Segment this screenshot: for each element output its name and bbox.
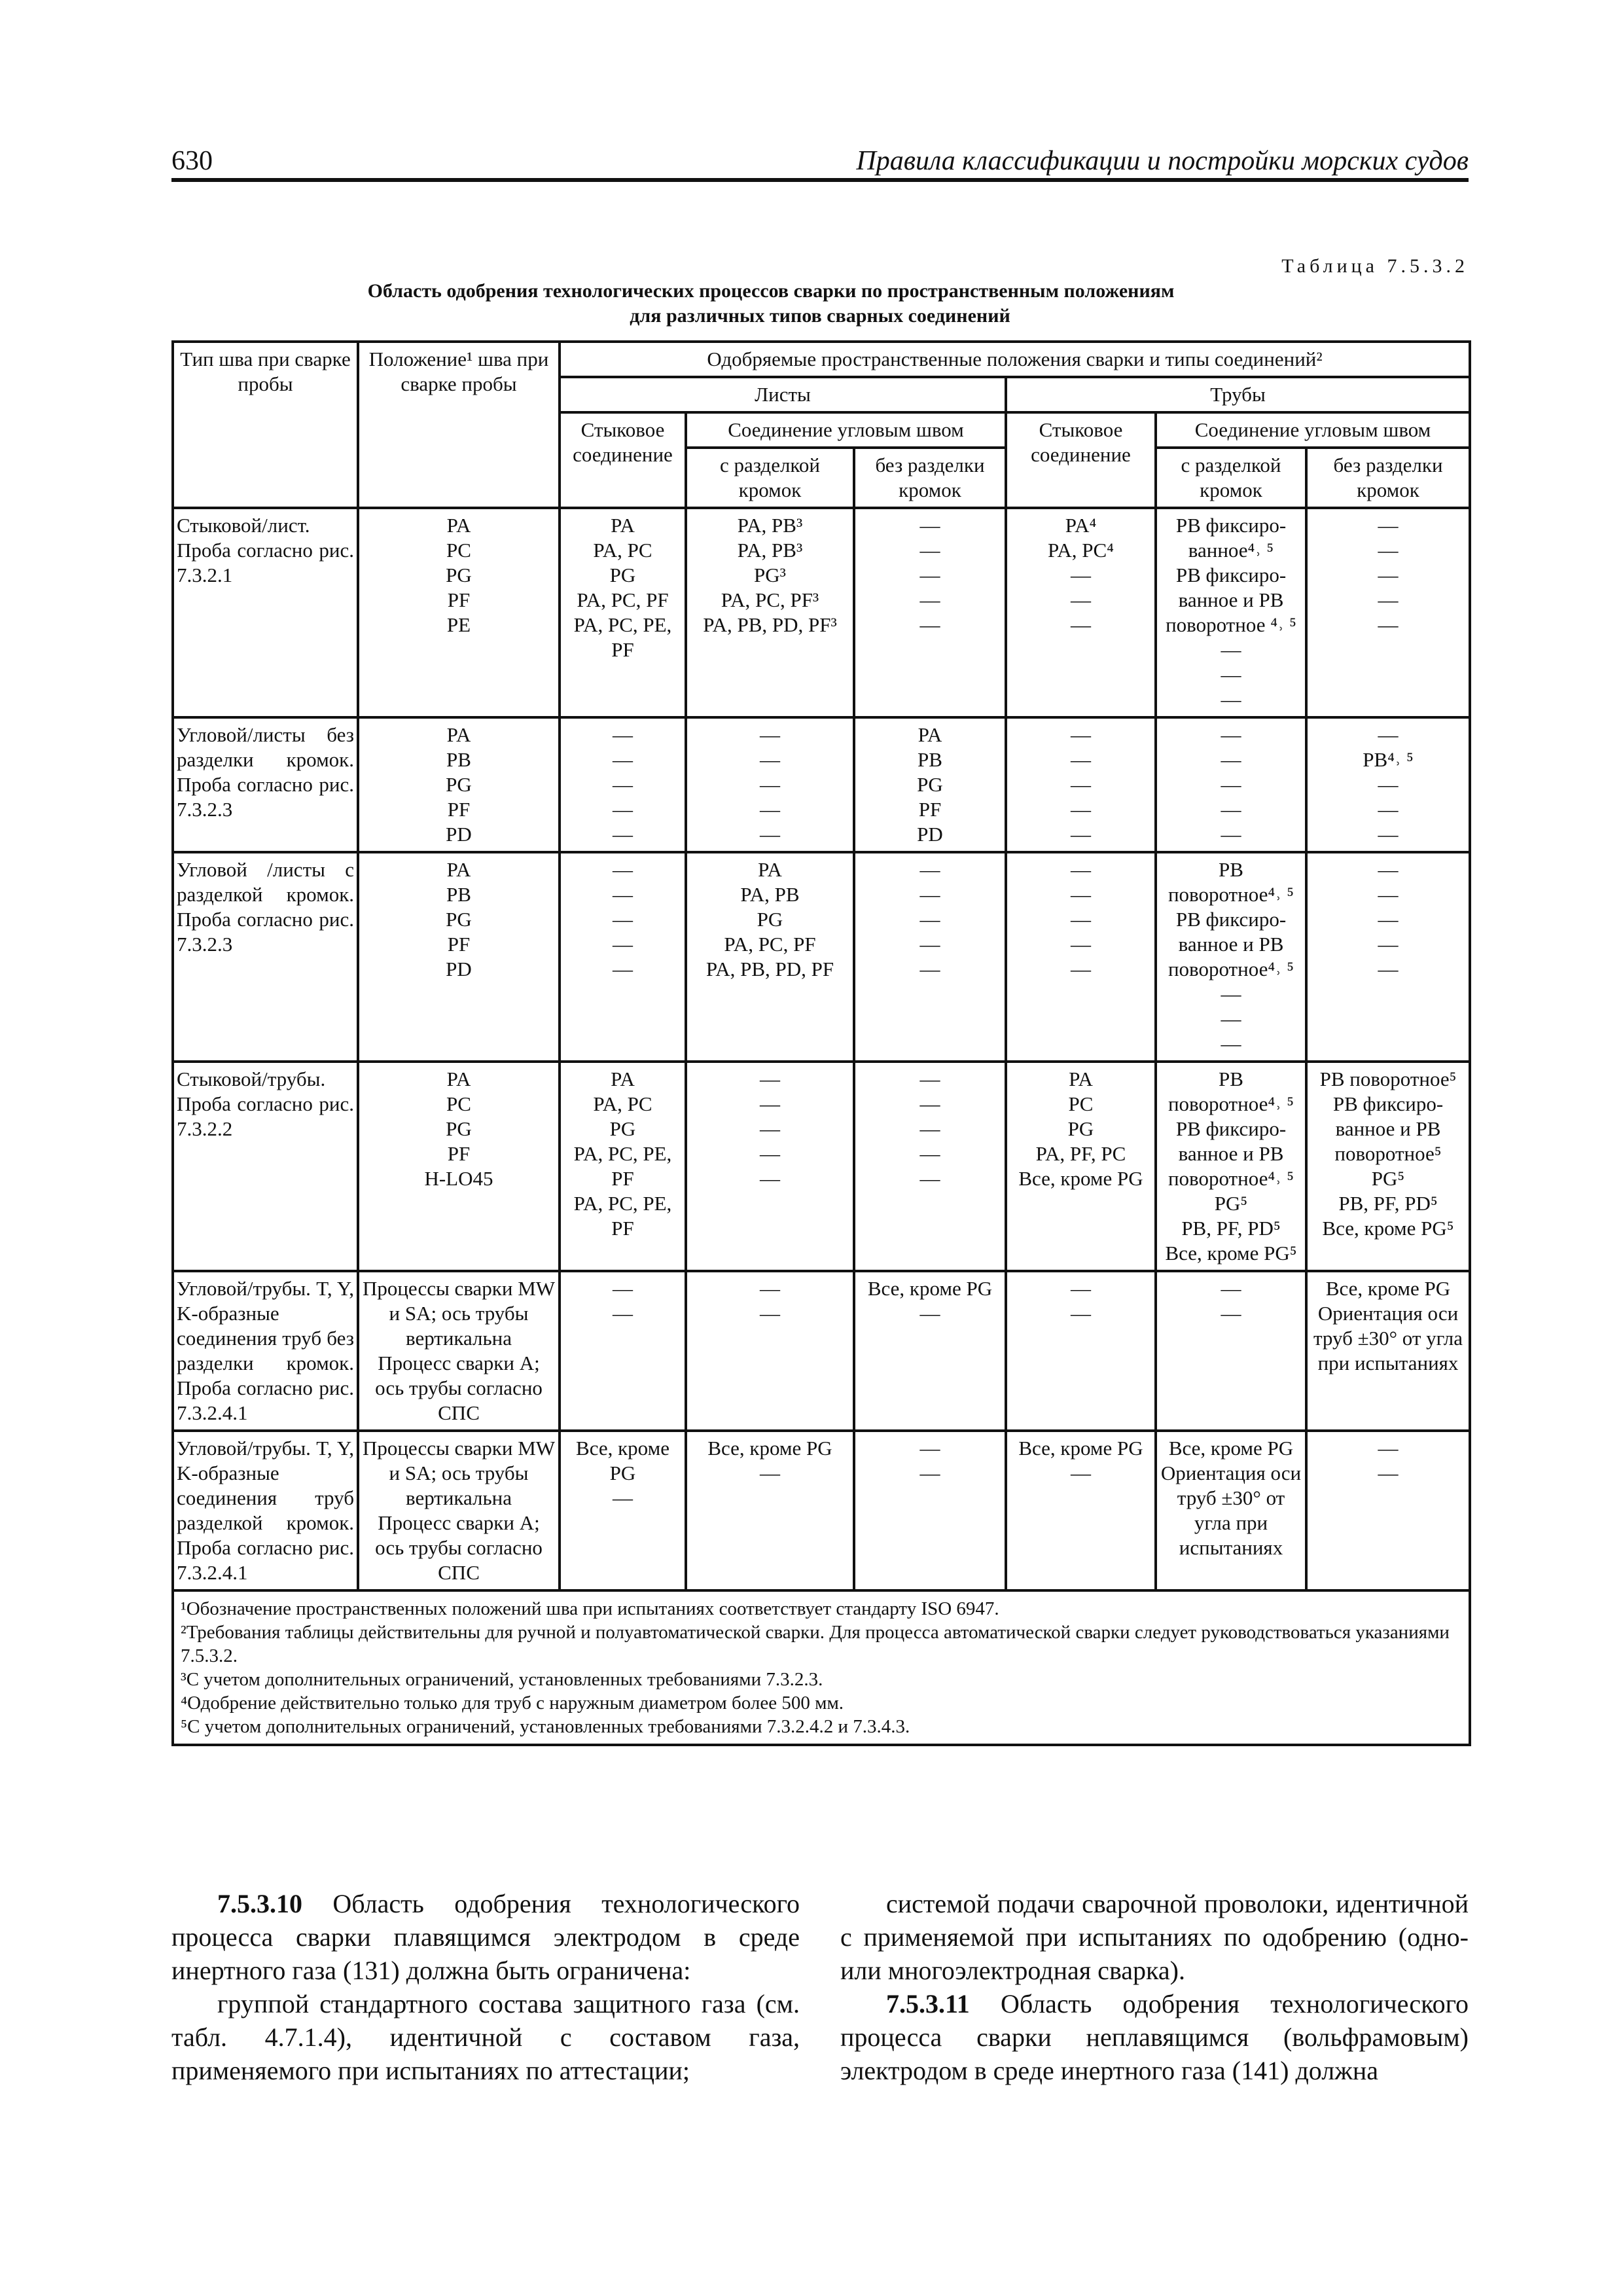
cell-line: PB поворотное⁵ xyxy=(1319,1067,1457,1090)
cell-line: — xyxy=(1221,663,1241,686)
cell-line: — xyxy=(919,1462,940,1484)
cell-line: PA, PC, PF xyxy=(577,588,669,611)
cell-line: — xyxy=(919,1117,940,1140)
table-title xyxy=(171,279,1469,329)
footnotes-row xyxy=(173,1590,1470,1745)
footnotes-cell xyxy=(173,1590,1470,1745)
test-position-cell xyxy=(358,852,560,1062)
approved-position-cell xyxy=(854,508,1006,717)
cell-line: PB фиксиро-ванное и PB поворотное ⁴˒ ⁵ xyxy=(1166,564,1296,636)
cell-line: — xyxy=(613,1486,633,1509)
cell-line: PA, PC⁴ xyxy=(1047,539,1114,562)
cell-line: — xyxy=(1071,798,1091,821)
cell-line: — xyxy=(1378,539,1399,562)
weld-type-cell: Стыковой/трубы. Проба согласно рис. 7.3.2.2 xyxy=(173,1062,358,1271)
cell-line: Все, кроме PG xyxy=(1018,1167,1143,1190)
approved-position-cell xyxy=(1156,508,1306,717)
cell-line: — xyxy=(919,1067,940,1090)
cell-line: — xyxy=(1221,798,1241,821)
approved-position-cell xyxy=(686,1062,854,1271)
weld-type-cell: Угловой/листы без разделки кромок. Проба согласно рис. 7.3.2.3 xyxy=(173,717,358,852)
approved-position-cell xyxy=(1306,852,1470,1062)
cell-line: PG xyxy=(609,1117,636,1140)
cell-line: — xyxy=(1221,1007,1241,1030)
cell-line: Все, кроме PG xyxy=(1018,1437,1143,1460)
cell-line: — xyxy=(919,1167,940,1190)
cell-line: — xyxy=(1071,613,1091,636)
header-pipes-without-bevel: без разделки кромок xyxy=(1306,448,1470,508)
cell-line: PA, PC xyxy=(593,1092,652,1115)
cell-line: PA, PC, PF³ xyxy=(721,588,819,611)
approved-position-cell xyxy=(1156,717,1306,852)
paragraph-shielding-gas: группой стандартного состава защитного газа (см. табл. 4.7.1.4), идентичной с составом газа, применяемого при испытаниях по аттестации; xyxy=(171,1989,800,2085)
approved-position-cell xyxy=(1006,1062,1156,1271)
cell-line: — xyxy=(1071,823,1091,846)
cell-line: — xyxy=(1378,823,1399,846)
weld-type-cell: Угловой /листы с разделкой кромок. Проба согласно рис. 7.3.2.3 xyxy=(173,852,358,1062)
approved-position-cell xyxy=(1306,1271,1470,1431)
cell-line: PB поворотное⁴˒ ⁵ xyxy=(1168,858,1294,906)
cell-line: PC xyxy=(446,539,471,562)
cell-line: PA, PC, PE, PF xyxy=(573,1142,672,1190)
cell-line: PB фиксиро-ванное и PB поворотное⁴˒ ⁵ xyxy=(1168,1117,1294,1190)
cell-line: PF xyxy=(447,1142,471,1165)
cell-line: — xyxy=(760,1092,780,1115)
cell-line: PG xyxy=(446,908,472,931)
cell-line: — xyxy=(1071,883,1091,906)
paragraph-7-5-3-11 xyxy=(840,1987,1469,2087)
cell-line: — xyxy=(919,539,940,562)
approved-position-cell xyxy=(686,1431,854,1590)
cell-line: — xyxy=(613,883,633,906)
cell-line: PA xyxy=(446,1067,471,1090)
approved-position-cell xyxy=(1156,852,1306,1062)
cell-line: — xyxy=(1221,1277,1241,1300)
approved-position-cell xyxy=(1006,1431,1156,1590)
cell-line: — xyxy=(760,748,780,771)
cell-line: — xyxy=(1378,564,1399,586)
cell-line: — xyxy=(919,1092,940,1115)
cell-line: PF xyxy=(918,798,942,821)
paragraph-7-5-3-10 xyxy=(171,1887,800,1987)
cell-line: — xyxy=(1378,514,1399,537)
approved-position-cell xyxy=(854,1062,1006,1271)
header-sheets-fillet: Соединение угловым швом xyxy=(686,412,1006,448)
cell-line: — xyxy=(1378,858,1399,881)
cell-line: H-LO45 xyxy=(424,1167,493,1190)
cell-line: — xyxy=(1378,798,1399,821)
approved-position-cell xyxy=(686,852,854,1062)
cell-line: — xyxy=(613,1302,633,1325)
cell-line: — xyxy=(760,1142,780,1165)
cell-line: — xyxy=(1221,748,1241,771)
cell-line: — xyxy=(919,613,940,636)
cell-line: PA xyxy=(758,858,782,881)
cell-line: — xyxy=(1378,908,1399,931)
cell-line: — xyxy=(1221,773,1241,796)
body-column-left xyxy=(171,1887,800,2087)
cell-line: PD xyxy=(446,958,472,980)
footnote: ³С учетом дополнительных ограничений, установленных требованиями 7.3.2.3. xyxy=(181,1669,823,1690)
cell-line: — xyxy=(919,883,940,906)
paragraph-text: Область одобрения технологического процесса сварки плавящимся электродом в среде инертного газа (131) должна быть ограничена: xyxy=(171,1889,800,1985)
cell-line: PA xyxy=(1069,1067,1093,1090)
approved-position-cell xyxy=(1006,852,1156,1062)
approved-position-cell xyxy=(854,1271,1006,1431)
running-title: Правила классификации и постройки морских судов xyxy=(856,146,1469,176)
cell-line: — xyxy=(1071,1462,1091,1484)
cell-line: PG xyxy=(1067,1117,1094,1140)
table-row-group xyxy=(173,717,1470,852)
table-row-group xyxy=(173,1271,1470,1431)
approved-position-cell xyxy=(1006,717,1156,852)
cell-line: — xyxy=(1071,908,1091,931)
cell-line: — xyxy=(1071,1302,1091,1325)
cell-line: — xyxy=(613,823,633,846)
header-pipes-butt: Стыковое соединение xyxy=(1006,412,1156,508)
cell-line: — xyxy=(613,748,633,771)
test-position-cell xyxy=(358,1271,560,1431)
cell-line: — xyxy=(1071,564,1091,586)
cell-line: — xyxy=(1071,933,1091,956)
page-number: 630 xyxy=(171,146,213,176)
cell-line: — xyxy=(613,798,633,821)
cell-line: PG⁵ xyxy=(1371,1167,1405,1190)
cell-line: PA⁴ xyxy=(1065,514,1097,537)
cell-line: PA, PF, PC xyxy=(1035,1142,1126,1165)
cell-line: Процессы сварки MW и SA; ось трубы вертикальна xyxy=(362,1437,556,1509)
cell-line: — xyxy=(613,933,633,956)
approved-position-cell xyxy=(560,717,686,852)
cell-line: — xyxy=(1378,773,1399,796)
approved-position-cell xyxy=(1006,1271,1156,1431)
cell-line: PA, PB, PD, PF xyxy=(705,958,834,980)
cell-line: — xyxy=(760,798,780,821)
cell-line: PA xyxy=(611,1067,635,1090)
header-sheets-butt: Стыковое соединение xyxy=(560,412,686,508)
cell-line: PG xyxy=(446,773,472,796)
header-weld-type: Тип шва при сварке пробы xyxy=(173,342,358,508)
clause-number: 7.5.3.11 xyxy=(886,1989,970,2018)
cell-line: PA xyxy=(446,723,471,746)
cell-line: PB xyxy=(446,883,471,906)
cell-line: PG xyxy=(917,773,943,796)
cell-line: PD xyxy=(917,823,943,846)
cell-line: PB фиксиро-ванное и PB поворотное⁴˒ ⁵ xyxy=(1168,908,1294,980)
cell-line: PB, PF, PD⁵ xyxy=(1181,1217,1281,1240)
table-row-group xyxy=(173,508,1470,717)
cell-line: Процесс сварки A; ось трубы согласно СПС xyxy=(375,1511,543,1584)
test-position-cell xyxy=(358,717,560,852)
cell-line: — xyxy=(760,1167,780,1190)
paragraph-wire-feed: системой подачи сварочной проволоки, идентичной с применяемой при испытаниях по одобрению (одно- или многоэлектродная сварка). xyxy=(840,1889,1469,1985)
weld-type-cell: Угловой/трубы. T, Y, K-образные соединения труб разделкой кромок. Проба согласно рис. 7.3.2.4.1 xyxy=(173,1431,358,1590)
approved-position-cell xyxy=(1306,717,1470,852)
cell-line: — xyxy=(1071,748,1091,771)
cell-line: — xyxy=(613,958,633,980)
approved-position-cell xyxy=(1006,508,1156,717)
cell-line: PA, PB³ xyxy=(737,539,803,562)
cell-line: — xyxy=(1221,823,1241,846)
cell-line: PB xyxy=(918,748,942,771)
cell-line: PC xyxy=(1068,1092,1094,1115)
cell-line: PD xyxy=(446,823,472,846)
cell-line: Все, кроме PG xyxy=(707,1437,832,1460)
cell-line: — xyxy=(919,1302,940,1325)
cell-line: PB⁴˒ ⁵ xyxy=(1363,748,1414,771)
cell-line: — xyxy=(1221,638,1241,661)
approved-position-cell xyxy=(560,508,686,717)
header-sheets: Листы xyxy=(560,377,1006,412)
welding-positions-table xyxy=(171,340,1471,1746)
header-test-position: Положение¹ шва при сварке пробы xyxy=(358,342,560,508)
cell-line: PB, PF, PD⁵ xyxy=(1338,1192,1438,1215)
cell-line: — xyxy=(1221,723,1241,746)
approved-position-cell xyxy=(1156,1271,1306,1431)
cell-line: — xyxy=(760,1277,780,1300)
cell-line: PB фиксиро-ванное⁴˒ ⁵ xyxy=(1175,514,1287,562)
cell-line: — xyxy=(760,723,780,746)
cell-line: — xyxy=(919,514,940,537)
cell-line: PA, PC, PE, PF xyxy=(573,613,672,661)
header-sheets-with-bevel: с разделкой кромок xyxy=(686,448,854,508)
cell-line: — xyxy=(919,588,940,611)
cell-line: — xyxy=(1071,588,1091,611)
cell-line: PA xyxy=(611,514,635,537)
cell-line: Процессы сварки MW и SA; ось трубы вертикальна xyxy=(362,1277,556,1350)
header-pipes: Трубы xyxy=(1006,377,1470,412)
cell-line: PF xyxy=(447,933,471,956)
cell-line: PG xyxy=(446,1117,472,1140)
cell-line: — xyxy=(760,1117,780,1140)
cell-line: Все, кроме PG xyxy=(1325,1277,1451,1300)
approved-position-cell xyxy=(854,852,1006,1062)
cell-line: — xyxy=(613,1277,633,1300)
cell-line: PA, PB³ xyxy=(737,514,803,537)
cell-line: — xyxy=(1071,723,1091,746)
body-column-right xyxy=(840,1887,1469,2087)
clause-number: 7.5.3.10 xyxy=(217,1889,302,1918)
cell-line: PG xyxy=(609,564,636,586)
cell-line: — xyxy=(919,933,940,956)
cell-line: — xyxy=(760,773,780,796)
cell-line: — xyxy=(919,958,940,980)
cell-line: — xyxy=(1378,588,1399,611)
cell-line: — xyxy=(613,773,633,796)
paragraph-text: Область одобрения технологического процесса сварки неплавящимся (вольфрамовым) электродом в среде инертного газа (141) должна xyxy=(840,1989,1469,2085)
cell-line: Все, кроме PG xyxy=(1168,1437,1294,1460)
approved-position-cell xyxy=(1156,1062,1306,1271)
cell-line: — xyxy=(1378,1462,1399,1484)
page-header xyxy=(171,145,1469,182)
cell-line: — xyxy=(1071,773,1091,796)
cell-line: — xyxy=(919,564,940,586)
approved-position-cell xyxy=(854,717,1006,852)
cell-line: PG xyxy=(757,908,783,931)
cell-line: — xyxy=(1378,933,1399,956)
footnote: ⁵С учетом дополнительных ограничений, установленных требованиями 7.3.2.4.2 и 7.3.4.3. xyxy=(181,1716,910,1737)
approved-position-cell xyxy=(1306,508,1470,717)
cell-line: — xyxy=(613,908,633,931)
test-position-cell xyxy=(358,508,560,717)
cell-line: — xyxy=(919,908,940,931)
cell-line: PB xyxy=(446,748,471,771)
cell-line: — xyxy=(1221,982,1241,1005)
weld-type-cell: Угловой/трубы. T, Y, K-образные соединения труб без разделки кромок. Проба согласно рис. 7.3.2.4.1 xyxy=(173,1271,358,1431)
cell-line: PA, PC, PE, PF xyxy=(573,1192,672,1240)
table-row-group xyxy=(173,852,1470,1062)
cell-line: PB фиксиро-ванное и PB поворотное⁵ xyxy=(1332,1092,1444,1165)
cell-line: Все, кроме PG xyxy=(576,1437,669,1484)
cell-line: PA xyxy=(446,858,471,881)
table-row-group xyxy=(173,1062,1470,1271)
cell-line: — xyxy=(1221,1032,1241,1055)
footnote: ²Требования таблицы действительны для ручной и полуавтоматической сварки. Для процесса автоматической сварки следует руководствоваться указаниями 7.5.3.2. xyxy=(181,1622,1450,1666)
test-position-cell xyxy=(358,1431,560,1590)
cell-line: — xyxy=(1071,958,1091,980)
cell-line: — xyxy=(1071,858,1091,881)
cell-line: — xyxy=(919,1142,940,1165)
cell-line: — xyxy=(760,1067,780,1090)
approved-position-cell xyxy=(560,1271,686,1431)
approved-position-cell xyxy=(854,1431,1006,1590)
cell-line: Все, кроме PG⁵ xyxy=(1322,1217,1454,1240)
approved-position-cell xyxy=(686,508,854,717)
cell-line: PC xyxy=(446,1092,471,1115)
approved-position-cell xyxy=(686,717,854,852)
approved-position-cell xyxy=(1156,1431,1306,1590)
cell-line: PG³ xyxy=(754,564,786,586)
cell-line: — xyxy=(613,723,633,746)
table-header-row-1 xyxy=(173,342,1470,377)
cell-line: PA xyxy=(918,723,942,746)
header-pipes-fillet: Соединение угловым швом xyxy=(1156,412,1470,448)
test-position-cell xyxy=(358,1062,560,1271)
table-title-line-1: Область одобрения технологических процессов сварки по пространственным положениям xyxy=(367,280,1175,302)
cell-line: Все, кроме PG⁵ xyxy=(1165,1242,1297,1265)
header-approved-positions: Одобряемые пространственные положения сварки и типы соединений² xyxy=(560,342,1470,377)
header-sheets-without-bevel: без разделки кромок xyxy=(854,448,1006,508)
cell-line: — xyxy=(760,1302,780,1325)
table-row-group xyxy=(173,1431,1470,1590)
cell-line: PA xyxy=(446,514,471,537)
weld-type-cell: Стыковой/лист. Проба согласно рис. 7.3.2.1 xyxy=(173,508,358,717)
cell-line: Ориентация оси труб ±30° от угла при испытаниях xyxy=(1160,1462,1302,1559)
cell-line: PF xyxy=(447,588,471,611)
cell-line: PF xyxy=(447,798,471,821)
footnote: ⁴Одобрение действительно только для труб с наружным диаметром более 500 мм. xyxy=(181,1693,844,1713)
header-pipes-with-bevel: с разделкой кромок xyxy=(1156,448,1306,508)
cell-line: PB поворотное⁴˒ ⁵ xyxy=(1168,1067,1294,1115)
cell-line: — xyxy=(1221,688,1241,711)
approved-position-cell xyxy=(560,1431,686,1590)
table-label: Таблица 7.5.3.2 xyxy=(1281,255,1469,277)
cell-line: — xyxy=(1378,958,1399,980)
cell-line: — xyxy=(760,1462,780,1484)
cell-line: PG xyxy=(446,564,472,586)
cell-line: — xyxy=(613,858,633,881)
cell-line: — xyxy=(919,1437,940,1460)
cell-line: — xyxy=(1378,1437,1399,1460)
cell-line: — xyxy=(760,823,780,846)
cell-line: PE xyxy=(446,613,471,636)
cell-line: Ориентация оси труб ±30° от угла при испытаниях xyxy=(1313,1302,1463,1374)
cell-line: Процесс сварки A; ось трубы согласно СПС xyxy=(375,1352,543,1424)
cell-line: — xyxy=(919,858,940,881)
cell-line: — xyxy=(1378,613,1399,636)
cell-line: PG⁵ xyxy=(1214,1192,1248,1215)
cell-line: — xyxy=(1378,883,1399,906)
cell-line: — xyxy=(1071,1277,1091,1300)
cell-line: Все, кроме PG xyxy=(867,1277,993,1300)
cell-line: — xyxy=(1221,1302,1241,1325)
table-title-line-2: для различных типов сварных соединений xyxy=(630,305,1010,327)
approved-position-cell xyxy=(560,852,686,1062)
approved-position-cell xyxy=(1306,1431,1470,1590)
cell-line: PA, PC, PF xyxy=(724,933,816,956)
footnote: ¹Обозначение пространственных положений шва при испытаниях соответствует стандарту ISO 6947. xyxy=(181,1598,999,1619)
cell-line: — xyxy=(1378,723,1399,746)
cell-line: PA, PC xyxy=(593,539,652,562)
cell-line: PA, PB xyxy=(740,883,800,906)
approved-position-cell xyxy=(1306,1062,1470,1271)
cell-line: PA, PB, PD, PF³ xyxy=(703,613,837,636)
approved-position-cell xyxy=(560,1062,686,1271)
approved-position-cell xyxy=(686,1271,854,1431)
